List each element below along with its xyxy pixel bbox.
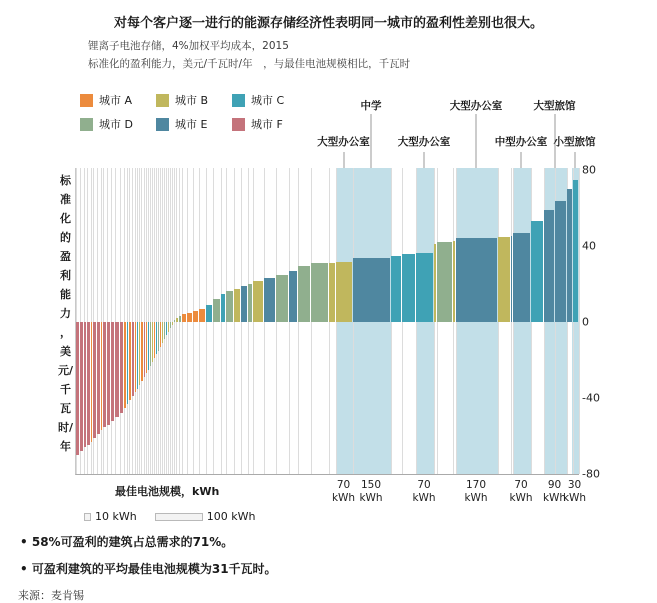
data-bar <box>226 291 233 322</box>
data-bar <box>311 263 328 322</box>
chart-subtitle-2: 标准化的盈利能力，美元/千瓦时/年 ，与最佳电池规模相比，千瓦时 <box>88 58 411 70</box>
data-bar <box>187 313 192 323</box>
data-bar <box>234 289 240 322</box>
battery-size-value: 150 <box>360 479 382 491</box>
key-finding-2: • 可盈利建筑的平均最佳电池规模为31千瓦时。 <box>20 560 277 577</box>
bar-gridline <box>129 168 130 474</box>
y-axis-title-char: 能 <box>60 288 71 301</box>
bar-gridline <box>135 168 136 474</box>
bar-gridline <box>120 168 121 474</box>
data-bar <box>298 266 310 322</box>
data-bar <box>276 275 288 323</box>
data-bar <box>132 322 134 396</box>
plot-area <box>75 168 579 475</box>
building-label: 小型旅馆 <box>553 136 596 148</box>
legend-label: 城市 D <box>99 118 133 131</box>
y-tick-label: -40 <box>582 391 600 405</box>
data-bar <box>555 201 566 322</box>
data-bar <box>248 284 252 322</box>
data-bar <box>93 322 96 438</box>
x-axis-title: 最佳电池规模，kWh <box>115 485 220 498</box>
bar-gridline <box>141 168 142 474</box>
data-bar <box>544 210 554 322</box>
data-bar <box>573 180 578 323</box>
legend-label: 城市 C <box>251 94 285 107</box>
size-legend-item <box>155 510 256 523</box>
battery-size-value: 30 <box>567 479 582 491</box>
bar-gridline <box>124 168 125 474</box>
bar-gridline <box>139 168 140 474</box>
annotation-leader-line <box>424 152 425 168</box>
bar-gridline <box>164 168 165 474</box>
legend-label: 城市 B <box>175 94 209 107</box>
bar-gridline <box>170 168 171 474</box>
bar-gridline <box>162 168 163 474</box>
data-bar <box>264 278 275 322</box>
battery-size-unit: kWh <box>509 492 533 504</box>
battery-size-label <box>412 479 435 505</box>
data-bar <box>391 256 401 323</box>
size-legend-label: 10 kWh <box>95 510 137 523</box>
data-bar <box>241 286 247 322</box>
data-bar <box>107 322 110 425</box>
y-axis-title-char: 元/ <box>57 364 74 377</box>
size-legend-box <box>84 513 91 521</box>
battery-size-value: 70 <box>336 479 351 491</box>
battery-size-unit: kWh <box>412 492 436 504</box>
data-bar <box>103 322 106 427</box>
bar-gridline <box>115 168 116 474</box>
data-bar <box>76 322 79 455</box>
building-label: 大型办公室 <box>397 136 451 148</box>
bar-gridline <box>103 168 104 474</box>
y-axis-title-char: 力 <box>60 307 71 320</box>
y-axis-title-char: 标 <box>60 174 71 187</box>
chart-subtitle-1: 锂离子电池存储，4%加权平均成本，2015 <box>88 40 289 52</box>
bar-gridline <box>158 168 159 474</box>
y-tick-label: 80 <box>582 163 596 177</box>
bar-gridline <box>148 168 149 474</box>
bar-gridline <box>107 168 108 474</box>
data-bar <box>498 237 510 322</box>
data-bar <box>336 262 352 322</box>
data-bar <box>353 258 390 322</box>
source-note: 来源：麦肯锡 <box>18 589 84 602</box>
legend-label: 城市 F <box>251 118 283 131</box>
data-bar <box>434 244 436 322</box>
bar-gridline <box>137 168 138 474</box>
battery-size-value: 70 <box>417 479 431 491</box>
data-bar <box>567 189 572 322</box>
building-label: 中学 <box>360 100 382 112</box>
battery-size-value: 170 <box>465 479 487 491</box>
legend-label: 城市 E <box>175 118 208 131</box>
y-tick-label: 40 <box>582 239 596 253</box>
data-bar <box>115 322 119 417</box>
data-bar <box>329 263 335 322</box>
bar-gridline <box>154 168 155 474</box>
y-axis-title-char: 年 <box>60 440 71 453</box>
building-label: 大型旅馆 <box>533 100 576 112</box>
y-axis-title-char: 千 <box>60 383 71 396</box>
annotation-leader-line <box>521 152 522 168</box>
annotation-leader-line <box>476 114 477 168</box>
y-axis-title-char: 准 <box>60 193 71 206</box>
bar-gridline <box>146 168 147 474</box>
data-bar <box>120 322 123 413</box>
bar-gridline <box>579 168 580 474</box>
y-axis-title-char: 时/ <box>57 421 74 434</box>
data-bar <box>111 322 114 421</box>
data-bar <box>206 305 212 322</box>
data-bar <box>437 242 452 322</box>
y-axis-title-char: 美 <box>60 345 71 358</box>
building-label: 大型办公室 <box>449 100 503 112</box>
building-annotations <box>75 96 595 168</box>
data-bar <box>213 299 220 322</box>
data-bar <box>129 322 131 400</box>
data-bar <box>124 322 126 408</box>
y-axis-title-char: 盈 <box>60 250 71 263</box>
battery-size-label <box>359 479 382 505</box>
y-tick-label: 0 <box>582 315 589 329</box>
data-bar <box>84 322 86 447</box>
y-axis-title-vertical <box>57 171 74 456</box>
data-bar <box>402 254 415 322</box>
battery-size-unit: kWh <box>542 492 567 504</box>
data-bar <box>253 281 263 322</box>
bar-width-legend <box>84 510 273 523</box>
key-finding-1: • 58%可盈利的建筑占总需求的71%。 <box>20 533 233 550</box>
y-axis-ticks <box>582 163 622 481</box>
battery-size-value: 70 <box>514 479 528 491</box>
y-axis-title-char: 瓦 <box>60 402 71 415</box>
battery-size-unit: kWh <box>331 492 356 504</box>
data-bar <box>531 221 543 322</box>
bar-gridline <box>172 168 173 474</box>
annotation-leader-line <box>371 114 372 168</box>
battery-size-label <box>563 479 586 505</box>
data-bar <box>87 322 90 445</box>
data-bar <box>182 314 186 322</box>
legend-label: 城市 A <box>99 94 133 107</box>
bar-gridline <box>152 168 153 474</box>
battery-size-unit: kWh <box>359 492 383 504</box>
y-tick-label: -80 <box>582 467 600 481</box>
battery-size-unit: kWh <box>562 492 587 504</box>
size-legend-label: 100 kWh <box>206 510 256 523</box>
bar-gridline <box>156 168 157 474</box>
bar-gridline <box>168 168 169 474</box>
annotation-leader-line <box>574 152 575 168</box>
data-bar <box>416 253 433 322</box>
y-axis-title-char: 利 <box>60 269 71 282</box>
data-bar <box>513 233 530 322</box>
bar-gridline <box>166 168 167 474</box>
size-legend-box <box>155 513 203 521</box>
battery-size-unit: kWh <box>464 492 488 504</box>
size-legend-item <box>84 510 137 523</box>
data-bar <box>456 238 497 322</box>
data-bar <box>176 318 178 322</box>
data-bar <box>193 311 198 322</box>
building-label: 大型办公室 <box>317 136 370 148</box>
data-bar <box>97 322 100 434</box>
battery-size-value: 90 <box>547 479 562 491</box>
chart-title: 对每个客户逐一进行的能源存储经济性表明同一城市的盈利性差别也很大。 <box>113 16 543 31</box>
annotation-leader-line <box>343 152 344 168</box>
data-bar <box>289 271 297 322</box>
bar-gridline <box>144 168 145 474</box>
data-bar <box>80 322 83 451</box>
bar-gridline <box>150 168 151 474</box>
y-axis-title-char: 的 <box>60 231 71 244</box>
data-bar <box>453 241 455 322</box>
battery-size-label <box>332 479 355 505</box>
data-bar <box>221 294 225 323</box>
building-label: 中型办公室 <box>494 136 548 148</box>
battery-size-label <box>464 479 487 505</box>
data-bar <box>141 322 143 381</box>
data-bar <box>199 309 205 322</box>
bar-gridline <box>111 168 112 474</box>
bar-gridline <box>132 168 133 474</box>
battery-size-label <box>509 479 532 505</box>
bar-gridline <box>160 168 161 474</box>
y-axis-title-char: 化 <box>60 212 71 225</box>
data-bar <box>179 316 181 322</box>
bar-gridline <box>127 168 128 474</box>
y-axis-title-char: ， <box>60 326 71 339</box>
